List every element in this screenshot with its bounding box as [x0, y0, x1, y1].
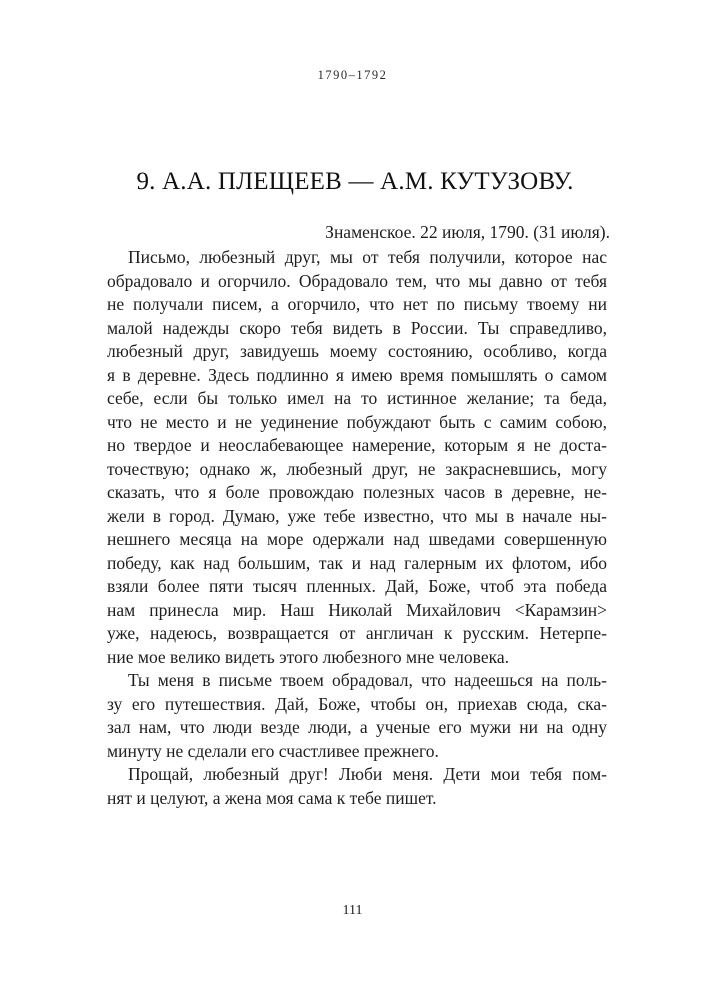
- text-line: ние мое велико видеть этого любезного мне человека.: [107, 646, 509, 667]
- paragraph: [107, 669, 607, 763]
- text-line: зу его путешествия. Дай, Боже, чтобы он, приехав сюда, ска-: [107, 693, 607, 714]
- text-line: любезный друг, завидуешь моему состоянию, особливо, когда: [107, 341, 607, 361]
- text-line: но твердое и неослабевающее намерение, которым я не доста-: [107, 435, 607, 455]
- letter-title: 9. А.А. ПЛЕЩЕЕВ — А.М. КУТУЗОВУ.: [136, 168, 574, 195]
- text-line: себе, если бы только имел на то истинное желание; та беда,: [107, 388, 607, 408]
- text-line: я в деревне. Здесь подлинно я имею время помышлять о самом: [107, 364, 607, 385]
- letter-body: [107, 246, 607, 810]
- text-line: точествую; однако ж, любезный друг, не закрасневшись, могу: [107, 458, 607, 479]
- text-line: победу, как над большим, так и над галерным их флотом, ибо: [107, 552, 607, 573]
- text-line: зал нам, что люди везде люди, а ученые его мужи ни на одну: [107, 717, 607, 737]
- page-number: 111: [342, 903, 363, 918]
- text-line: взяли более пяти тысяч пленных. Дай, Боже, чтоб эта победа: [107, 576, 607, 596]
- text-line: не получали писем, а огорчило, что нет по письму твоему ни: [107, 294, 607, 314]
- text-line: уже, надеюсь, возвращается от англичан к русским. Нетерпе-: [107, 623, 607, 643]
- paragraph: [107, 763, 607, 810]
- text-line: Ты меня в письме твоем обрадовал, что надеешься на поль-: [128, 670, 607, 690]
- text-line: сказать, что я боле провождаю полезных часов в деревне, не-: [107, 482, 607, 502]
- text-line: обрадовало и огорчило. Обрадовало тем, что мы давно от тебя: [107, 270, 607, 291]
- dateline: Знаменское. 22 июля, 1790. (31 июля).: [325, 222, 610, 242]
- text-line: нам принесла мир. Наш Николай Михайлович <Карамзин>: [107, 599, 607, 620]
- text-line: минуту не сделали его счастливее прежнего.: [107, 740, 439, 761]
- text-line: что не место и не уединение побуждают быть с самим собою,: [107, 411, 607, 432]
- text-line: нят и целуют, а жена моя сама к тебе пишет.: [107, 787, 437, 808]
- paragraph: [107, 246, 607, 669]
- text-line: нешнего месяца на море одержали над шведами совершенную: [107, 529, 607, 549]
- text-line: Письмо, любезный друг, мы от тебя получили, которое нас: [128, 247, 607, 267]
- text-line: малой надежды скоро тебя видеть в России. Ты справедливо,: [107, 317, 607, 338]
- text-line: жели в город. Думаю, уже тебе известно, что мы в начале ны-: [107, 505, 607, 526]
- text-line: Прощай, любезный друг! Люби меня. Дети мои тебя пом-: [128, 764, 607, 784]
- running-head: 1790–1792: [317, 68, 388, 82]
